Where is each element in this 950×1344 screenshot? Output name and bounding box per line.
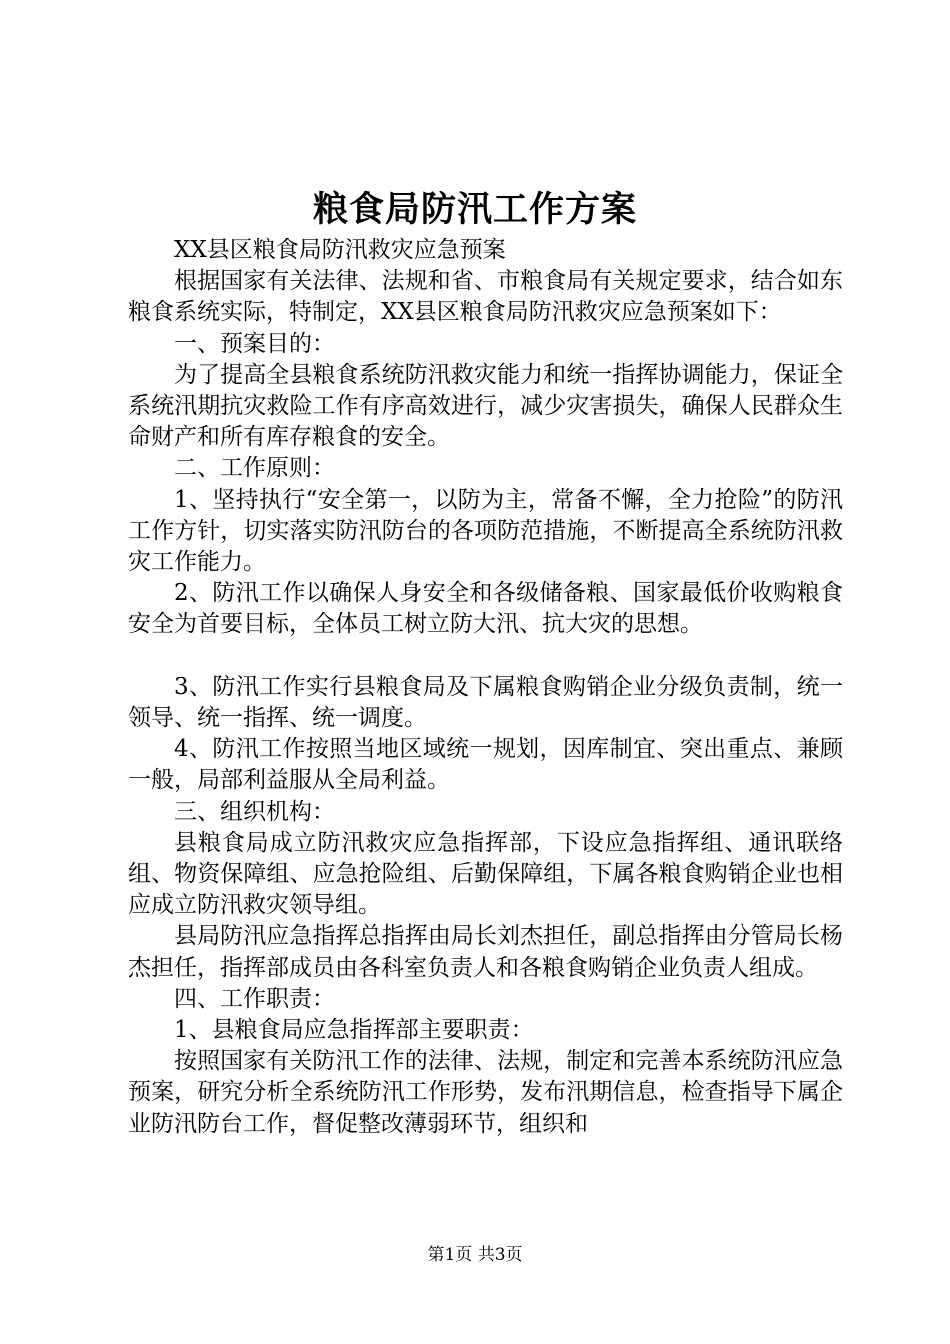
paragraph-principle-4: 4、防汛工作按照当地区域统一规划，因库制宜、突出重点、兼顾一般，局部利益服从全局利益。 [128,736,843,794]
heading-duties: 四、工作职责： [174,985,335,1012]
paragraph-organization-1: 县粮食局成立防汛救灾应急指挥部，下设应急指挥组、通讯联络组、物资保障组、应急抢险组、后勤保障组，下属各粮食购销企业也相应成立防汛救灾领导组。 [128,829,843,919]
page-footer: 第1页 共3页 [427,1245,523,1265]
heading-purpose: 一、预案目的： [174,330,335,357]
heading-organization: 三、组织机构： [174,798,335,825]
document-body [128,235,843,1140]
paragraph-plan-name: XX县区粮食局防汛救灾应急预案 [174,237,506,263]
heading-duty-1: 1、县粮食局应急指挥部主要职责： [174,1017,534,1044]
document-title: 粮食局防汛工作方案 [312,189,637,230]
paragraph-duty-1: 按照国家有关防汛工作的法律、法规，制定和完善本系统防汛应急预案，研究分析全系统防汛工作形势，发布汛期信息，检查指导下属企业防汛防台工作，督促整改薄弱环节，组织和 [128,1048,843,1137]
paragraph-purpose: 为了提高全县粮食系统防汛救灾能力和统一指挥协调能力，保证全系统汛期抗灾救险工作有序高效进行，减少灾害损失，确保人民群众生命财产和所有库存粮食的安全。 [128,361,843,451]
paragraph-principle-1: 1、坚持执行“安全第一，以防为主，常备不懈，全力抢险”的防汛工作方针，切实落实防汛防台的各项防范措施，不断提高全系统防汛救灾工作能力。 [128,486,843,576]
paragraph-principle-2: 2、防汛工作以确保人身安全和各级储备粮、国家最低价收购粮食安全为首要目标，全体员工树立防大汛、抗大灾的思想。 [128,580,843,638]
paragraph-organization-2: 县局防汛应急指挥总指挥由局长刘杰担任，副总指挥由分管局长杨杰担任，指挥部成员由各科室负责人和各粮食购销企业负责人组成。 [128,923,843,981]
heading-principles: 二、工作原则： [174,455,335,482]
paragraph-principle-3: 3、防汛工作实行县粮食局及下属粮食购销企业分级负责制，统一领导、统一指挥、统一调度。 [128,673,843,732]
paragraph-intro: 根据国家有关法律、法规和省、市粮食局有关规定要求，结合如东粮食系统实际，特制定，XX县区粮食局防汛救灾应急预案如下： [128,268,843,326]
